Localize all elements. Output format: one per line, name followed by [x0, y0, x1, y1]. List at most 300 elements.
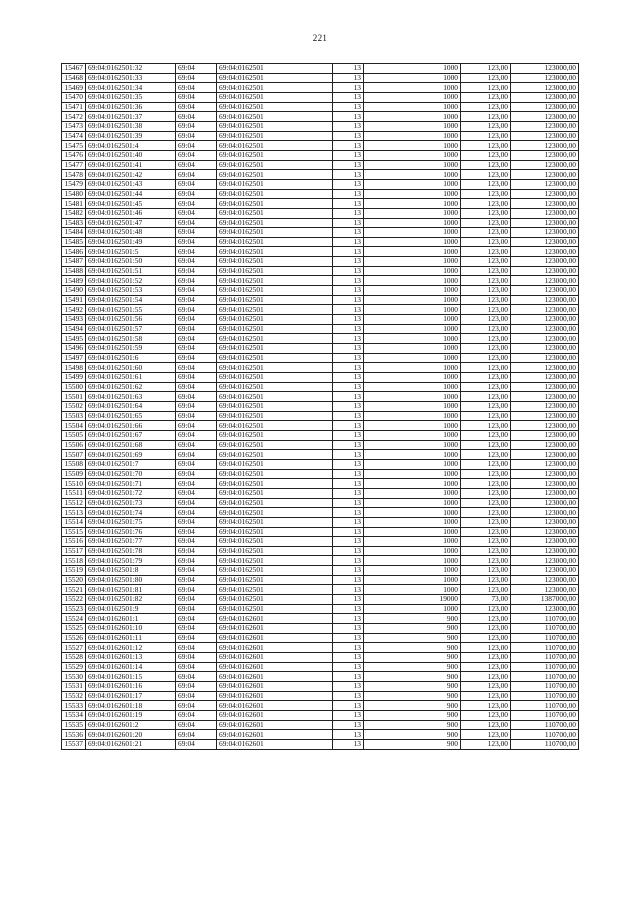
- rate-cell: 123,00: [461, 257, 511, 267]
- category-cell: 13: [333, 315, 364, 325]
- table-row: [62, 276, 579, 286]
- quarter-cell: 69:04:0162501: [217, 440, 333, 450]
- cadastral-number-cell: 69:04:0162501:33: [86, 73, 176, 83]
- district-code-cell: 69:04: [176, 295, 217, 305]
- area-cell: 900: [364, 672, 461, 682]
- cadastral-number-cell: 69:04:0162501:39: [86, 131, 176, 141]
- table-row: [62, 710, 579, 720]
- category-cell: 13: [333, 537, 364, 547]
- row-number-cell: 15471: [62, 102, 86, 112]
- table-row: [62, 199, 579, 209]
- area-cell: 1000: [364, 334, 461, 344]
- value-cell: 123000,00: [511, 604, 579, 614]
- area-cell: 1000: [364, 83, 461, 93]
- quarter-cell: 69:04:0162501: [217, 73, 333, 83]
- rate-cell: 123,00: [461, 121, 511, 131]
- table-row: [62, 440, 579, 450]
- cadastral-number-cell: 69:04:0162601:15: [86, 672, 176, 682]
- area-cell: 900: [364, 691, 461, 701]
- category-cell: 13: [333, 179, 364, 189]
- table-row: [62, 247, 579, 257]
- rate-cell: 123,00: [461, 401, 511, 411]
- quarter-cell: 69:04:0162501: [217, 102, 333, 112]
- value-cell: 110700,00: [511, 682, 579, 692]
- table-row: [62, 344, 579, 354]
- cadastral-number-cell: 69:04:0162501:53: [86, 286, 176, 296]
- value-cell: 123000,00: [511, 141, 579, 151]
- rate-cell: 123,00: [461, 228, 511, 238]
- area-cell: 900: [364, 710, 461, 720]
- table-row: [62, 430, 579, 440]
- rate-cell: 123,00: [461, 662, 511, 672]
- district-code-cell: 69:04: [176, 710, 217, 720]
- rate-cell: 123,00: [461, 392, 511, 402]
- area-cell: 1000: [364, 228, 461, 238]
- category-cell: 13: [333, 237, 364, 247]
- district-code-cell: 69:04: [176, 459, 217, 469]
- table-row: [62, 682, 579, 692]
- value-cell: 123000,00: [511, 479, 579, 489]
- district-code-cell: 69:04: [176, 363, 217, 373]
- category-cell: 13: [333, 353, 364, 363]
- quarter-cell: 69:04:0162501: [217, 160, 333, 170]
- value-cell: 123000,00: [511, 121, 579, 131]
- value-cell: 110700,00: [511, 662, 579, 672]
- area-cell: 19000: [364, 595, 461, 605]
- table-row: [62, 498, 579, 508]
- category-cell: 13: [333, 92, 364, 102]
- row-number-cell: 15511: [62, 488, 86, 498]
- quarter-cell: 69:04:0162501: [217, 150, 333, 160]
- value-cell: 123000,00: [511, 537, 579, 547]
- value-cell: 110700,00: [511, 614, 579, 624]
- area-cell: 900: [364, 739, 461, 749]
- district-code-cell: 69:04: [176, 112, 217, 122]
- rate-cell: 123,00: [461, 102, 511, 112]
- category-cell: 13: [333, 170, 364, 180]
- cadastral-number-cell: 69:04:0162501:74: [86, 508, 176, 518]
- district-code-cell: 69:04: [176, 401, 217, 411]
- row-number-cell: 15503: [62, 411, 86, 421]
- table-row: [62, 228, 579, 238]
- district-code-cell: 69:04: [176, 556, 217, 566]
- cadastral-number-cell: 69:04:0162501:6: [86, 353, 176, 363]
- table-row: [62, 315, 579, 325]
- cadastral-number-cell: 69:04:0162501:64: [86, 401, 176, 411]
- category-cell: 13: [333, 672, 364, 682]
- category-cell: 13: [333, 218, 364, 228]
- cadastral-number-cell: 69:04:0162501:5: [86, 247, 176, 257]
- row-number-cell: 15532: [62, 691, 86, 701]
- table-row: [62, 218, 579, 228]
- value-cell: 110700,00: [511, 653, 579, 663]
- area-cell: 1000: [364, 102, 461, 112]
- quarter-cell: 69:04:0162501: [217, 199, 333, 209]
- value-cell: 110700,00: [511, 633, 579, 643]
- value-cell: 123000,00: [511, 247, 579, 257]
- district-code-cell: 69:04: [176, 286, 217, 296]
- value-cell: 123000,00: [511, 324, 579, 334]
- area-cell: 1000: [364, 324, 461, 334]
- area-cell: 1000: [364, 488, 461, 498]
- row-number-cell: 15489: [62, 276, 86, 286]
- category-cell: 13: [333, 189, 364, 199]
- value-cell: 123000,00: [511, 237, 579, 247]
- category-cell: 13: [333, 228, 364, 238]
- row-number-cell: 15501: [62, 392, 86, 402]
- district-code-cell: 69:04: [176, 604, 217, 614]
- category-cell: 13: [333, 653, 364, 663]
- cadastral-number-cell: 69:04:0162501:34: [86, 83, 176, 93]
- cadastral-number-cell: 69:04:0162501:8: [86, 566, 176, 576]
- quarter-cell: 69:04:0162501: [217, 430, 333, 440]
- category-cell: 13: [333, 295, 364, 305]
- category-cell: 13: [333, 566, 364, 576]
- row-number-cell: 15479: [62, 179, 86, 189]
- value-cell: 110700,00: [511, 710, 579, 720]
- category-cell: 13: [333, 247, 364, 257]
- district-code-cell: 69:04: [176, 141, 217, 151]
- quarter-cell: 69:04:0162501: [217, 344, 333, 354]
- quarter-cell: 69:04:0162501: [217, 112, 333, 122]
- area-cell: 1000: [364, 131, 461, 141]
- area-cell: 1000: [364, 160, 461, 170]
- rate-cell: 123,00: [461, 653, 511, 663]
- cadastral-number-cell: 69:04:0162501:63: [86, 392, 176, 402]
- area-cell: 1000: [364, 566, 461, 576]
- district-code-cell: 69:04: [176, 324, 217, 334]
- district-code-cell: 69:04: [176, 450, 217, 460]
- district-code-cell: 69:04: [176, 353, 217, 363]
- table-row: [62, 170, 579, 180]
- rate-cell: 123,00: [461, 585, 511, 595]
- table-row: [62, 112, 579, 122]
- row-number-cell: 15508: [62, 459, 86, 469]
- value-cell: 123000,00: [511, 305, 579, 315]
- cadastral-number-cell: 69:04:0162501:44: [86, 189, 176, 199]
- district-code-cell: 69:04: [176, 682, 217, 692]
- category-cell: 13: [333, 682, 364, 692]
- row-number-cell: 15492: [62, 305, 86, 315]
- land-parcel-table: [61, 63, 579, 750]
- rate-cell: 123,00: [461, 64, 511, 74]
- district-code-cell: 69:04: [176, 537, 217, 547]
- row-number-cell: 15531: [62, 682, 86, 692]
- quarter-cell: 69:04:0162501: [217, 401, 333, 411]
- row-number-cell: 15491: [62, 295, 86, 305]
- table-row: [62, 720, 579, 730]
- cadastral-number-cell: 69:04:0162501:7: [86, 459, 176, 469]
- row-number-cell: 15512: [62, 498, 86, 508]
- area-cell: 1000: [364, 344, 461, 354]
- district-code-cell: 69:04: [176, 344, 217, 354]
- area-cell: 1000: [364, 141, 461, 151]
- area-cell: 1000: [364, 556, 461, 566]
- quarter-cell: 69:04:0162601: [217, 730, 333, 740]
- row-number-cell: 15490: [62, 286, 86, 296]
- category-cell: 13: [333, 595, 364, 605]
- district-code-cell: 69:04: [176, 701, 217, 711]
- area-cell: 1000: [364, 546, 461, 556]
- row-number-cell: 15496: [62, 344, 86, 354]
- row-number-cell: 15535: [62, 720, 86, 730]
- district-code-cell: 69:04: [176, 228, 217, 238]
- rate-cell: 123,00: [461, 682, 511, 692]
- table-body: [62, 64, 579, 750]
- area-cell: 900: [364, 624, 461, 634]
- table-row: [62, 556, 579, 566]
- value-cell: 123000,00: [511, 556, 579, 566]
- quarter-cell: 69:04:0162501: [217, 363, 333, 373]
- row-number-cell: 15481: [62, 199, 86, 209]
- area-cell: 1000: [364, 411, 461, 421]
- rate-cell: 123,00: [461, 479, 511, 489]
- value-cell: 123000,00: [511, 83, 579, 93]
- cadastral-number-cell: 69:04:0162601:11: [86, 633, 176, 643]
- row-number-cell: 15499: [62, 373, 86, 383]
- district-code-cell: 69:04: [176, 720, 217, 730]
- cadastral-number-cell: 69:04:0162601:18: [86, 701, 176, 711]
- rate-cell: 123,00: [461, 353, 511, 363]
- rate-cell: 123,00: [461, 83, 511, 93]
- rate-cell: 123,00: [461, 691, 511, 701]
- area-cell: 900: [364, 633, 461, 643]
- category-cell: 13: [333, 691, 364, 701]
- rate-cell: 123,00: [461, 739, 511, 749]
- quarter-cell: 69:04:0162501: [217, 508, 333, 518]
- district-code-cell: 69:04: [176, 430, 217, 440]
- table-row: [62, 286, 579, 296]
- category-cell: 13: [333, 479, 364, 489]
- category-cell: 13: [333, 624, 364, 634]
- cadastral-number-cell: 69:04:0162601:12: [86, 643, 176, 653]
- district-code-cell: 69:04: [176, 624, 217, 634]
- district-code-cell: 69:04: [176, 527, 217, 537]
- row-number-cell: 15476: [62, 150, 86, 160]
- rate-cell: 123,00: [461, 459, 511, 469]
- category-cell: 13: [333, 208, 364, 218]
- rate-cell: 123,00: [461, 189, 511, 199]
- table-row: [62, 73, 579, 83]
- row-number-cell: 15468: [62, 73, 86, 83]
- rate-cell: 123,00: [461, 527, 511, 537]
- rate-cell: 123,00: [461, 421, 511, 431]
- cadastral-number-cell: 69:04:0162501:77: [86, 537, 176, 547]
- district-code-cell: 69:04: [176, 730, 217, 740]
- quarter-cell: 69:04:0162501: [217, 334, 333, 344]
- row-number-cell: 15515: [62, 527, 86, 537]
- value-cell: 123000,00: [511, 102, 579, 112]
- category-cell: 13: [333, 324, 364, 334]
- category-cell: 13: [333, 373, 364, 383]
- value-cell: 123000,00: [511, 286, 579, 296]
- rate-cell: 123,00: [461, 315, 511, 325]
- cadastral-number-cell: 69:04:0162501:71: [86, 479, 176, 489]
- row-number-cell: 15529: [62, 662, 86, 672]
- quarter-cell: 69:04:0162501: [217, 218, 333, 228]
- rate-cell: 123,00: [461, 672, 511, 682]
- district-code-cell: 69:04: [176, 257, 217, 267]
- row-number-cell: 15493: [62, 315, 86, 325]
- row-number-cell: 15502: [62, 401, 86, 411]
- area-cell: 1000: [364, 179, 461, 189]
- row-number-cell: 15485: [62, 237, 86, 247]
- row-number-cell: 15536: [62, 730, 86, 740]
- cadastral-number-cell: 69:04:0162501:49: [86, 237, 176, 247]
- area-cell: 1000: [364, 92, 461, 102]
- quarter-cell: 69:04:0162601: [217, 710, 333, 720]
- area-cell: 1000: [364, 353, 461, 363]
- value-cell: 123000,00: [511, 160, 579, 170]
- cadastral-number-cell: 69:04:0162601:20: [86, 730, 176, 740]
- rate-cell: 123,00: [461, 488, 511, 498]
- area-cell: 1000: [364, 315, 461, 325]
- table-row: [62, 363, 579, 373]
- quarter-cell: 69:04:0162501: [217, 276, 333, 286]
- area-cell: 1000: [364, 537, 461, 547]
- rate-cell: 123,00: [461, 575, 511, 585]
- area-cell: 1000: [364, 247, 461, 257]
- rate-cell: 123,00: [461, 517, 511, 527]
- table-row: [62, 459, 579, 469]
- quarter-cell: 69:04:0162501: [217, 315, 333, 325]
- category-cell: 13: [333, 344, 364, 354]
- quarter-cell: 69:04:0162501: [217, 257, 333, 267]
- value-cell: 123000,00: [511, 344, 579, 354]
- category-cell: 13: [333, 401, 364, 411]
- value-cell: 123000,00: [511, 498, 579, 508]
- area-cell: 1000: [364, 527, 461, 537]
- rate-cell: 123,00: [461, 440, 511, 450]
- area-cell: 1000: [364, 469, 461, 479]
- value-cell: 123000,00: [511, 92, 579, 102]
- row-number-cell: 15486: [62, 247, 86, 257]
- value-cell: 123000,00: [511, 430, 579, 440]
- cadastral-number-cell: 69:04:0162501:46: [86, 208, 176, 218]
- table-row: [62, 614, 579, 624]
- area-cell: 1000: [364, 276, 461, 286]
- rate-cell: 123,00: [461, 701, 511, 711]
- district-code-cell: 69:04: [176, 488, 217, 498]
- category-cell: 13: [333, 64, 364, 74]
- category-cell: 13: [333, 334, 364, 344]
- row-number-cell: 15506: [62, 440, 86, 450]
- cadastral-number-cell: 69:04:0162501:59: [86, 344, 176, 354]
- rate-cell: 123,00: [461, 73, 511, 83]
- table-row: [62, 537, 579, 547]
- table-row: [62, 305, 579, 315]
- value-cell: 123000,00: [511, 585, 579, 595]
- row-number-cell: 15472: [62, 112, 86, 122]
- district-code-cell: 69:04: [176, 575, 217, 585]
- row-number-cell: 15484: [62, 228, 86, 238]
- table-row: [62, 739, 579, 749]
- table-row: [62, 469, 579, 479]
- row-number-cell: 15528: [62, 653, 86, 663]
- value-cell: 123000,00: [511, 218, 579, 228]
- district-code-cell: 69:04: [176, 373, 217, 383]
- cadastral-number-cell: 69:04:0162501:70: [86, 469, 176, 479]
- table-row: [62, 411, 579, 421]
- row-number-cell: 15477: [62, 160, 86, 170]
- cadastral-number-cell: 69:04:0162501:79: [86, 556, 176, 566]
- district-code-cell: 69:04: [176, 498, 217, 508]
- row-number-cell: 15527: [62, 643, 86, 653]
- district-code-cell: 69:04: [176, 334, 217, 344]
- category-cell: 13: [333, 150, 364, 160]
- quarter-cell: 69:04:0162501: [217, 141, 333, 151]
- cadastral-number-cell: 69:04:0162501:37: [86, 112, 176, 122]
- row-number-cell: 15526: [62, 633, 86, 643]
- cadastral-number-cell: 69:04:0162501:35: [86, 92, 176, 102]
- district-code-cell: 69:04: [176, 421, 217, 431]
- district-code-cell: 69:04: [176, 208, 217, 218]
- area-cell: 1000: [364, 401, 461, 411]
- table-row: [62, 575, 579, 585]
- cadastral-number-cell: 69:04:0162501:38: [86, 121, 176, 131]
- area-cell: 900: [364, 682, 461, 692]
- quarter-cell: 69:04:0162601: [217, 672, 333, 682]
- cadastral-number-cell: 69:04:0162601:17: [86, 691, 176, 701]
- row-number-cell: 15507: [62, 450, 86, 460]
- row-number-cell: 15534: [62, 710, 86, 720]
- rate-cell: 123,00: [461, 266, 511, 276]
- category-cell: 13: [333, 643, 364, 653]
- row-number-cell: 15473: [62, 121, 86, 131]
- quarter-cell: 69:04:0162501: [217, 517, 333, 527]
- quarter-cell: 69:04:0162501: [217, 266, 333, 276]
- row-number-cell: 15480: [62, 189, 86, 199]
- cadastral-number-cell: 69:04:0162601:10: [86, 624, 176, 634]
- cadastral-number-cell: 69:04:0162501:62: [86, 382, 176, 392]
- district-code-cell: 69:04: [176, 672, 217, 682]
- area-cell: 1000: [364, 479, 461, 489]
- area-cell: 900: [364, 653, 461, 663]
- district-code-cell: 69:04: [176, 160, 217, 170]
- category-cell: 13: [333, 701, 364, 711]
- value-cell: 123000,00: [511, 363, 579, 373]
- district-code-cell: 69:04: [176, 469, 217, 479]
- cadastral-number-cell: 69:04:0162601:16: [86, 682, 176, 692]
- category-cell: 13: [333, 469, 364, 479]
- quarter-cell: 69:04:0162501: [217, 324, 333, 334]
- table-row: [62, 141, 579, 151]
- category-cell: 13: [333, 131, 364, 141]
- rate-cell: 123,00: [461, 112, 511, 122]
- area-cell: 1000: [364, 218, 461, 228]
- row-number-cell: 15510: [62, 479, 86, 489]
- cadastral-number-cell: 69:04:0162501:40: [86, 150, 176, 160]
- table-row: [62, 353, 579, 363]
- value-cell: 123000,00: [511, 459, 579, 469]
- category-cell: 13: [333, 257, 364, 267]
- row-number-cell: 15467: [62, 64, 86, 74]
- area-cell: 900: [364, 662, 461, 672]
- cadastral-number-cell: 69:04:0162501:36: [86, 102, 176, 112]
- category-cell: 13: [333, 517, 364, 527]
- area-cell: 1000: [364, 421, 461, 431]
- rate-cell: 123,00: [461, 150, 511, 160]
- value-cell: 110700,00: [511, 730, 579, 740]
- table-row: [62, 392, 579, 402]
- rate-cell: 123,00: [461, 247, 511, 257]
- category-cell: 13: [333, 160, 364, 170]
- cadastral-number-cell: 69:04:0162501:66: [86, 421, 176, 431]
- category-cell: 13: [333, 141, 364, 151]
- district-code-cell: 69:04: [176, 691, 217, 701]
- table-row: [62, 382, 579, 392]
- rate-cell: 123,00: [461, 170, 511, 180]
